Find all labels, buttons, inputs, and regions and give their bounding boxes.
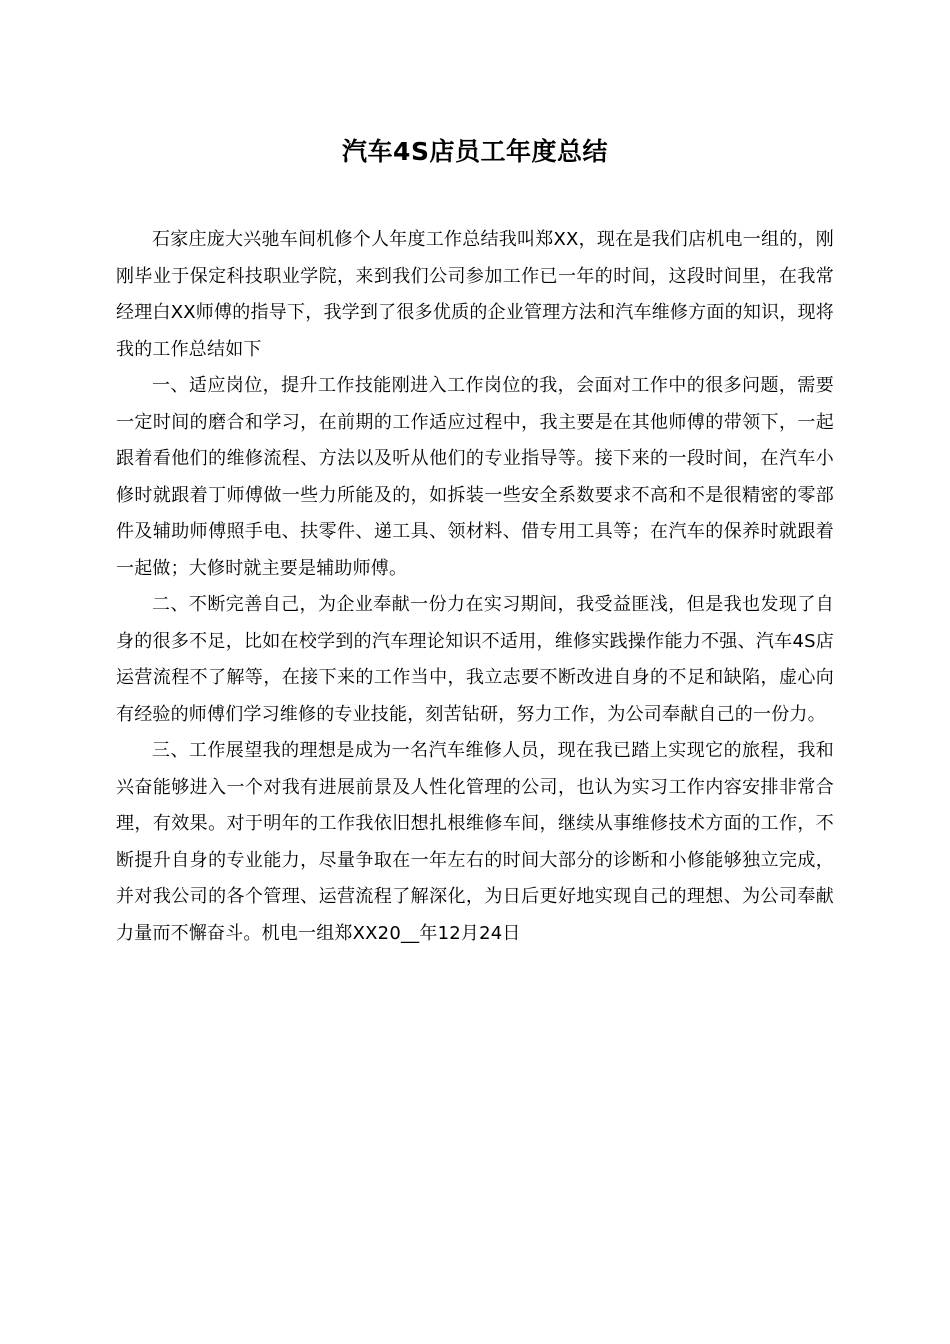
paragraph-section-1: 一、适应岗位，提升工作技能刚进入工作岗位的我，会面对工作中的很多问题，需要一定时间的磨合和学习，在前期的工作适应过程中，我主要是在其他师傅的带领下，一起跟着看他们的维修流程、方法以及听从他们的专业指导等。接下来的一段时间，在汽车小修时就跟着丁师傅做一些力所能及的，如拆装一些安全系数要求不高和不是很精密的零部件及辅助师傅照手电、扶零件、递工具、领材料、借专用工具等；在汽车的保养时就跟着一起做；大修时就主要是辅助师傅。 xyxy=(116,375,834,579)
paragraph-section-2: 二、不断完善自己，为企业奉献一份力在实习期间，我受益匪浅，但是我也发现了自身的很多不足，比如在校学到的汽车理论知识不适用，维修实践操作能力不强、汽车4S店运营流程不了解等，在接下来的工作当中，我立志要不断改进自身的不足和缺陷，虚心向有经验的师傅们学习维修的专业技能，刻苦钻研，努力工作，为公司奉献自己的一份力。 xyxy=(116,594,834,725)
paragraph-intro: 石家庄庞大兴驰车间机修个人年度工作总结我叫郑XX，现在是我们店机电一组的，刚刚毕业于保定科技职业学院，来到我们公司参加工作已一年的时间，这段时间里，在我常经理白XX师傅的指导下，我学到了很多优质的企业管理方法和汽车维修方面的知识，现将我的工作总结如下 xyxy=(116,229,834,360)
document-title: 汽车4S店员工年度总结 xyxy=(342,137,608,166)
document-body xyxy=(116,222,834,952)
paragraph-section-3: 三、工作展望我的理想是成为一名汽车维修人员，现在我已踏上实现它的旅程，我和兴奋能够进入一个对我有进展前景及人性化管理的公司，也认为实习工作内容安排非常合理，有效果。对于明年的工作我依旧想扎根维修车间，继续从事维修技术方面的工作，不断提升自身的专业能力，尽量争取在一年左右的时间大部分的诊断和小修能够独立完成，并对我公司的各个管理、运营流程了解深化，为日后更好地实现自己的理想、为公司奉献力量而不懈奋斗。机电一组郑XX20__年12月24日 xyxy=(116,740,834,944)
